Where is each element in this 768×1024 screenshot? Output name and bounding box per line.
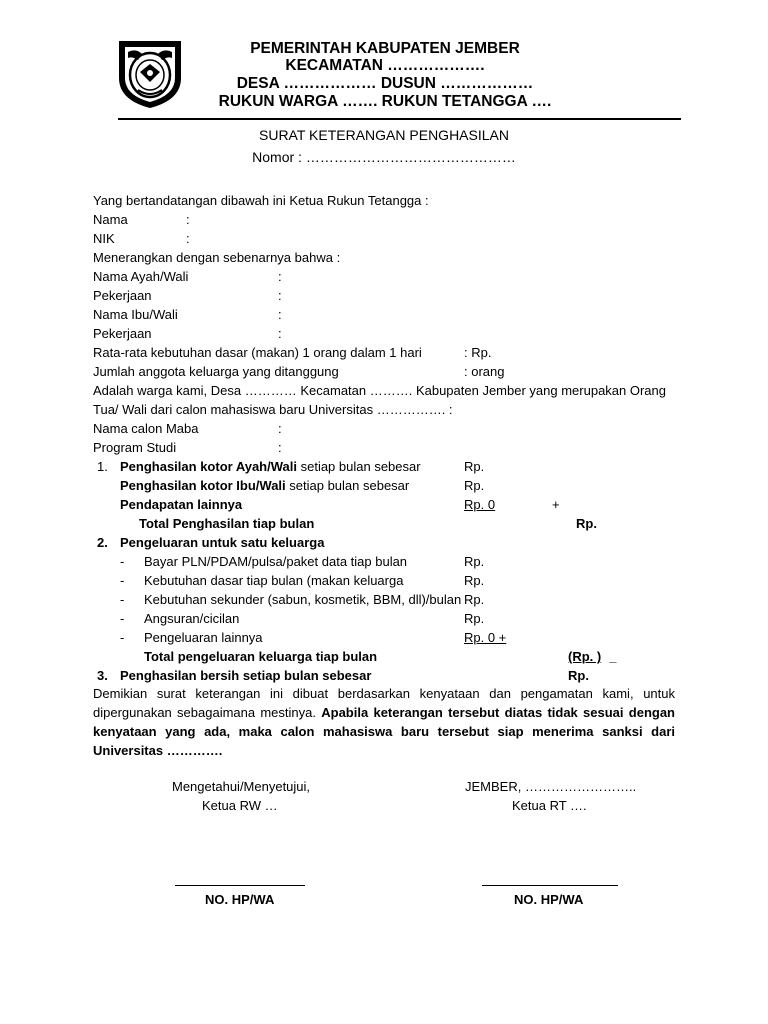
total-income-label: Total Penghasilan tiap bulan <box>139 516 315 531</box>
expense-dash: - <box>120 611 125 626</box>
mother-name-colon: : <box>278 307 282 322</box>
study-program-colon: : <box>278 440 282 455</box>
rt-nik-label: NIK <box>93 231 115 246</box>
student-name-label: Nama calon Maba <box>93 421 199 436</box>
expense-utilities-label: Bayar PLN/PDAM/pulsa/paket data tiap bulan <box>144 554 408 569</box>
approval-label: Mengetahui/Menyetujui, <box>172 779 311 794</box>
rw-head-label: Ketua RW … <box>202 798 278 813</box>
study-program-label: Program Studi <box>93 440 177 455</box>
place-date-label: JEMBER, …………………….. <box>465 779 637 794</box>
expense-dash: - <box>120 592 125 607</box>
header-regency: PEMERINTAH KABUPATEN JEMBER <box>250 40 520 57</box>
section2-title: Pengeluaran untuk satu keluarga <box>120 535 325 550</box>
dependents-value: : orang <box>464 364 505 379</box>
expense-secondary-value: Rp. <box>464 592 485 607</box>
section3-number: 3. <box>97 668 108 683</box>
expense-dash: - <box>120 630 125 645</box>
father-name-label: Nama Ayah/Wali <box>93 269 189 284</box>
rt-name-label: Nama <box>93 212 128 227</box>
rw-signature-line <box>175 885 305 886</box>
expense-food-value: Rp. <box>464 573 485 588</box>
regency-emblem <box>116 38 184 110</box>
rt-signature-line <box>482 885 618 886</box>
dependents-label: Jumlah anggota keluarga yang ditanggung <box>93 364 339 379</box>
resident-statement-line2: Tua/ Wali dari calon mahasiswa baru Universitas ……………. : <box>93 402 453 417</box>
header-village: DESA ……………… DUSUN ……………… <box>236 75 534 92</box>
rt-head-label: Ketua RT …. <box>512 798 587 813</box>
expense-secondary-label: Kebutuhan sekunder (sabun, kosmetik, BBM, dll)/bulan <box>144 592 462 607</box>
expense-installment-value: Rp. <box>464 611 485 626</box>
other-income-label: Pendapatan lainnya <box>120 497 243 512</box>
rt-contact-label: NO. HP/WA <box>514 892 584 907</box>
document-title: SURAT KETERANGAN PENGHASILAN <box>259 127 509 143</box>
father-income-value: Rp. <box>464 459 485 474</box>
student-name-colon: : <box>278 421 282 436</box>
rw-contact-label: NO. HP/WA <box>205 892 275 907</box>
header-neighbourhood: RUKUN WARGA ……. RUKUN TETANGGA …. <box>218 93 552 110</box>
declares-text: Menerangkan dengan sebenarnya bahwa : <box>93 250 341 265</box>
intro-text: Yang bertandatangan dibawah ini Ketua Rukun Tetangga : <box>93 193 429 208</box>
father-job-label: Pekerjaan <box>93 288 152 303</box>
resident-statement-line1: Adalah warga kami, Desa ………… Kecamatan ………. Kabupaten Jember yang merupakan Orang <box>93 383 666 398</box>
mother-job-colon: : <box>278 326 282 341</box>
expense-food-label: Kebutuhan dasar tiap bulan (makan keluarga <box>144 573 404 588</box>
expense-utilities-value: Rp. <box>464 554 485 569</box>
rt-name-colon: : <box>186 212 190 227</box>
total-expense-value: (Rp. ) _ <box>568 649 617 664</box>
expense-other-value: Rp. 0 + <box>464 630 507 645</box>
section1-number: 1. <box>97 459 108 474</box>
total-income-value: Rp. <box>576 516 597 531</box>
header-district: KECAMATAN ………………. <box>285 57 485 74</box>
mother-job-label: Pekerjaan <box>93 326 152 341</box>
document-number: Nomor : ……………………………………… <box>252 149 516 165</box>
expense-dash: - <box>120 554 125 569</box>
father-name-colon: : <box>278 269 282 284</box>
net-income-label: Penghasilan bersih setiap bulan sebesar <box>120 668 372 683</box>
expense-dash: - <box>120 573 125 588</box>
closing-line1: Demikian surat keterangan ini dibuat berdasarkan kenyataan dan pengamatan kami, untuk <box>93 686 675 701</box>
closing-line2: dipergunakan sebagaimana mestinya. Apabila keterangan tersebut diatas tidak sesuai dengan <box>93 705 675 720</box>
total-expense-label: Total pengeluaran keluarga tiap bulan <box>144 649 378 664</box>
emblem-shield-icon <box>116 38 184 110</box>
mother-income-value: Rp. <box>464 478 485 493</box>
net-income-value: Rp. <box>568 668 589 683</box>
basic-needs-value: : Rp. <box>464 345 492 360</box>
father-job-colon: : <box>278 288 282 303</box>
expense-installment-label: Angsuran/cicilan <box>144 611 240 626</box>
closing-line4: Universitas …………. <box>93 743 223 758</box>
header-divider <box>118 118 681 120</box>
mother-name-label: Nama Ibu/Wali <box>93 307 178 322</box>
mother-income-label: Penghasilan kotor Ibu/Wali setiap bulan sebesar <box>120 478 410 493</box>
rt-nik-colon: : <box>186 231 190 246</box>
father-income-label: Penghasilan kotor Ayah/Wali setiap bulan sebesar <box>120 459 421 474</box>
expense-other-label: Pengeluaran lainnya <box>144 630 263 645</box>
basic-needs-label: Rata-rata kebutuhan dasar (makan) 1 orang dalam 1 hari <box>93 345 422 360</box>
closing-line3: kenyataan yang ada, maka calon mahasiswa baru tersebut siap menerima sanksi dari <box>93 724 675 739</box>
other-income-value: Rp. 0 + <box>464 497 560 512</box>
section2-number: 2. <box>97 535 108 550</box>
